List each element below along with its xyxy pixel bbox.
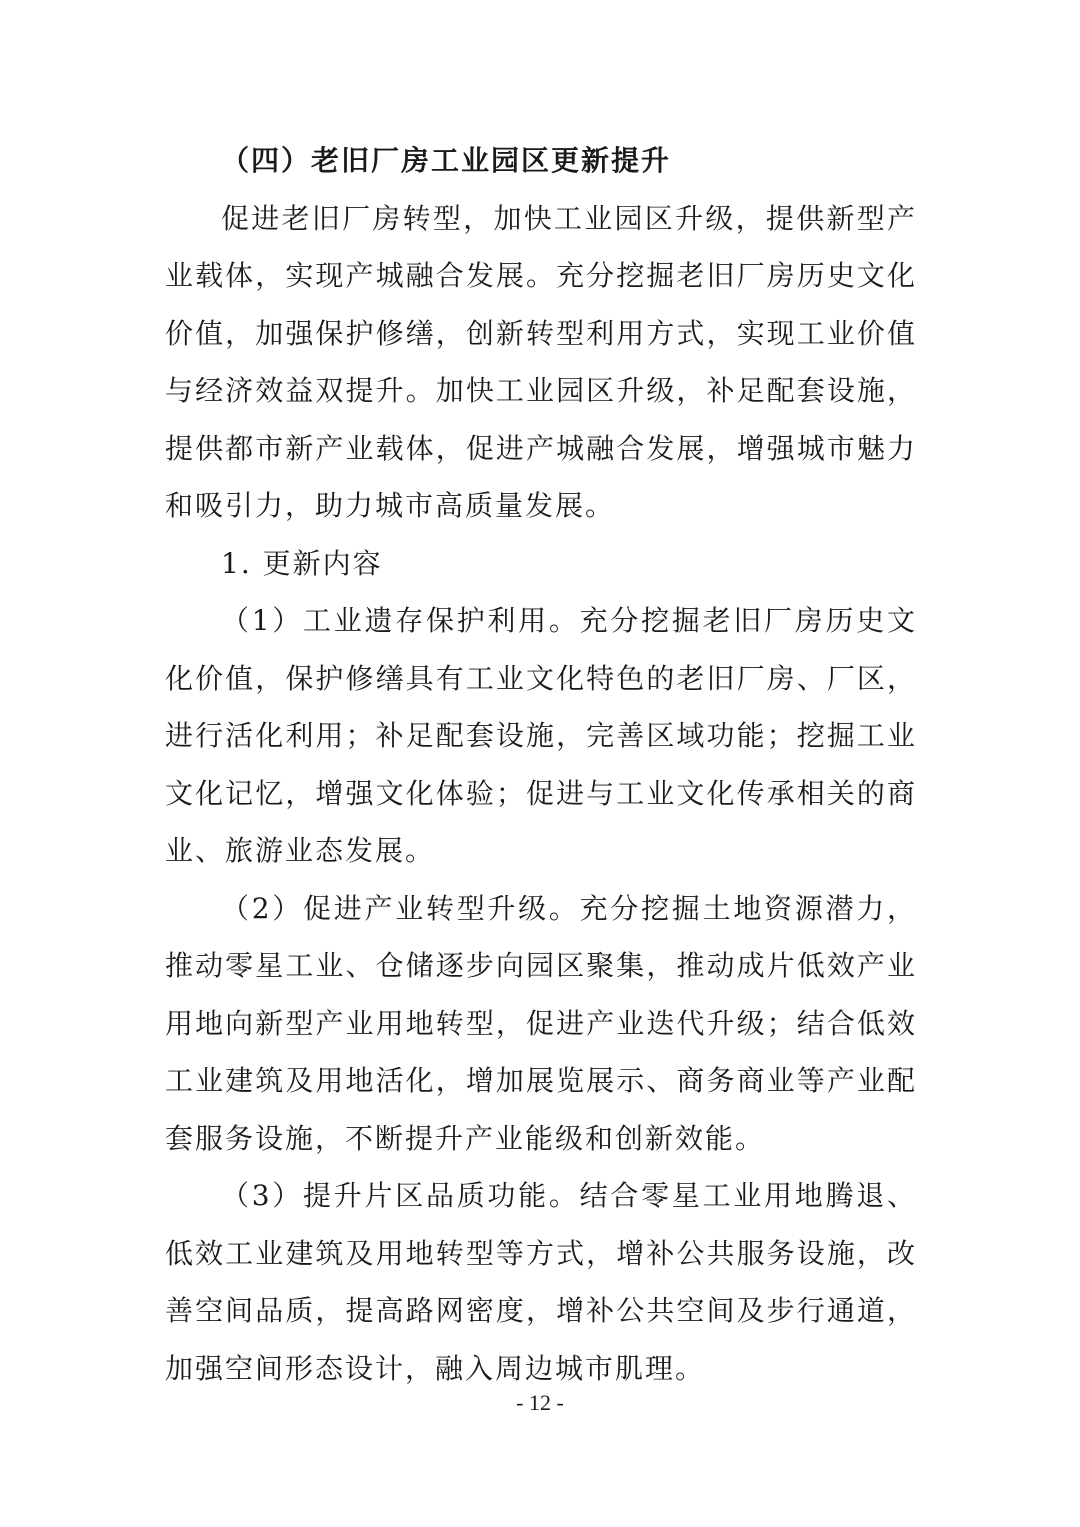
section-heading: （四）老旧厂房工业园区更新提升: [221, 144, 672, 177]
item-paragraph-1: （1）工业遗存保护利用。充分挖掘老旧厂房历史文化价值，保护修缮具有工业文化特色的老旧厂房、厂区，进行活化利用；补足配套设施，完善区域功能；挖掘工业文化记忆，增强文化体验；促进与工业文化传承相关的商业、旅游业态发展。: [165, 604, 917, 867]
intro-paragraph: 促进老旧厂房转型，加快工业园区升级，提供新型产业载体，实现产城融合发展。充分挖掘老旧厂房历史文化价值，加强保护修缮，创新转型利用方式，实现工业价值与经济效益双提升。加快工业园区升级，补足配套设施，提供都市新产业载体，促进产城融合发展，增强城市魅力和吸引力，助力城市高质量发展。: [165, 201, 917, 522]
page-number: - 12 -: [516, 1390, 564, 1415]
subsection-heading: 1. 更新内容: [221, 546, 383, 580]
item-paragraph-3: （3）提升片区品质功能。结合零星工业用地腾退、低效工业建筑及用地转型等方式，增补公共服务设施，改善空间品质，提高路网密度，增补公共空间及步行通道，加强空间形态设计，融入周边城市肌理。: [165, 1179, 917, 1385]
document-body: [165, 132, 917, 1397]
item-paragraph-2: （2）促进产业转型升级。充分挖掘土地资源潜力，推动零星工业、仓储逐步向园区聚集，推动成片低效产业用地向新型产业用地转型，促进产业迭代升级；结合低效工业建筑及用地活化，增加展览展示、商务商业等产业配套服务设施，不断提升产业能级和创新效能。: [165, 891, 917, 1155]
